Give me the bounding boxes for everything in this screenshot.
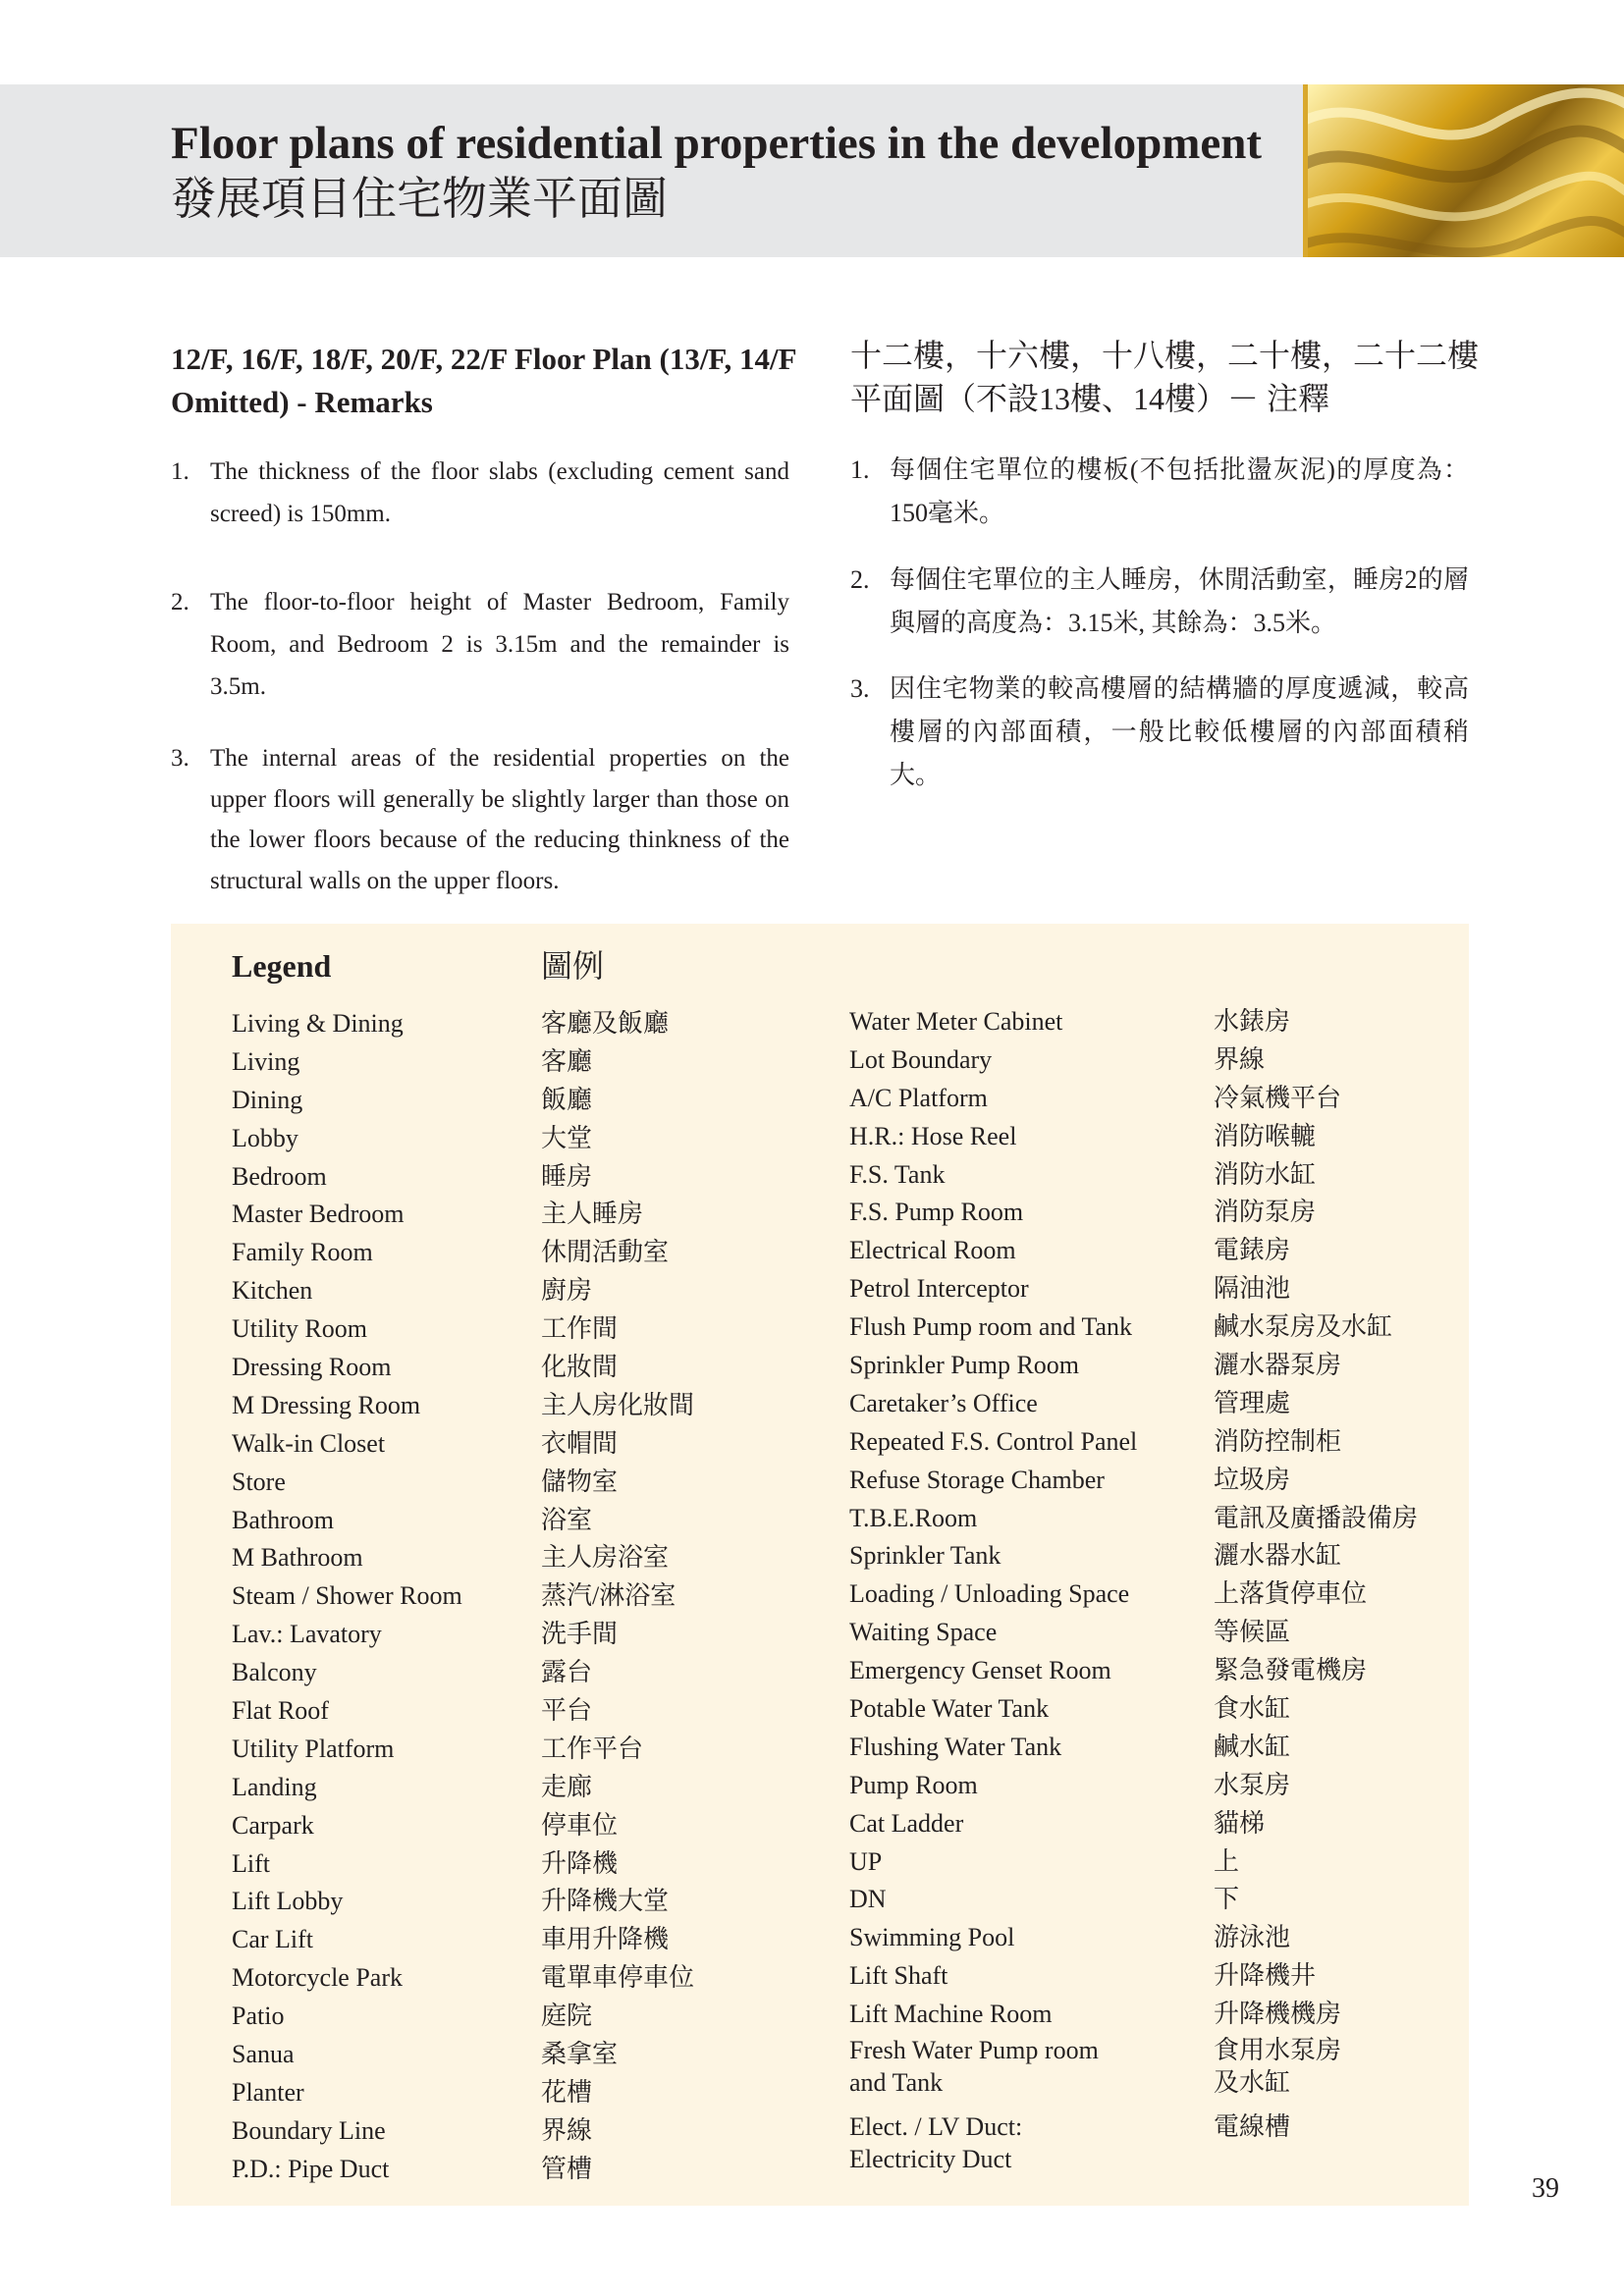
remark-note-en-3 xyxy=(171,738,789,901)
legend-item-en: Walk-in Closet xyxy=(232,1428,386,1458)
legend-item-zh: 管理處 xyxy=(1214,1388,1291,1417)
note-text: The internal areas of the residential properties on the upper floors will generally be slightly larger than those on the lower floors because of the reducing thinkness of the structural walls on the upper floors. xyxy=(210,745,789,894)
legend-item-en: T.B.E.Room xyxy=(849,1503,978,1532)
note-number: 1. xyxy=(171,458,189,485)
legend-item-zh: 等候區 xyxy=(1214,1618,1291,1647)
legend-item-zh: 水錶房 xyxy=(1214,1007,1291,1036)
legend-item-en: Petrol Interceptor xyxy=(849,1274,1029,1304)
legend-item-zh: 廚房 xyxy=(541,1276,593,1306)
legend-right-zh-column xyxy=(1214,1003,1418,2187)
note-number: 2. xyxy=(171,589,189,615)
legend-item-zh: 鹹水泵房及水缸 xyxy=(1214,1312,1393,1342)
legend-item-en: Flush Pump room and Tank xyxy=(849,1312,1133,1342)
note-text: 每個住宅單位的樓板(不包括批盪灰泥)的厚度為：150毫米。 xyxy=(890,455,1469,527)
legend-item-en: Balcony xyxy=(232,1658,317,1687)
legend-item-zh: 化妝間 xyxy=(541,1353,619,1382)
legend-item-zh: 鹹水缸 xyxy=(1214,1732,1291,1761)
note-text: 因住宅物業的較高樓層的結構牆的厚度遞減，較高樓層的內部面積，一般比較低樓層的內部面積稍大。 xyxy=(890,674,1469,789)
legend-item-en: Patio xyxy=(232,2002,285,2031)
legend-item-en: Lav.: Lavatory xyxy=(232,1620,382,1649)
legend-item-zh: 隔油池 xyxy=(1214,1274,1291,1304)
legend-item-en: Potable Water Tank xyxy=(849,1694,1050,1724)
legend-item-en: Lot Boundary xyxy=(849,1044,993,1074)
legend-item-zh: 浴室 xyxy=(541,1505,593,1534)
legend-item-en: F.S. Pump Room xyxy=(849,1198,1024,1227)
legend-item-en: Planter xyxy=(232,2077,304,2107)
legend-item-zh: 主人房化妝間 xyxy=(541,1390,695,1419)
legend-item-en: Emergency Genset Room xyxy=(849,1656,1111,1685)
legend-item-en: A/C Platform xyxy=(849,1083,988,1112)
legend-left-en-column xyxy=(232,1005,462,2189)
legend-item-zh: 工作間 xyxy=(541,1314,619,1344)
legend-item-zh: 緊急發電機房 xyxy=(1214,1656,1368,1685)
page-number: 39 xyxy=(1532,2173,1559,2204)
remark-note-en-1 xyxy=(171,451,789,535)
legend-item-en: UP xyxy=(849,1846,883,1876)
legend-item-zh: 電線槽 xyxy=(1214,2111,1291,2141)
note-number: 2. xyxy=(850,565,870,594)
legend-item-en: Lift Machine Room xyxy=(849,2000,1053,2029)
legend-item-en: Refuse Storage Chamber xyxy=(849,1465,1105,1494)
legend-item-en: Sprinkler Pump Room xyxy=(849,1351,1080,1380)
legend-item-zh: 升降機大堂 xyxy=(541,1887,670,1916)
legend-item-zh: 灑水器泵房 xyxy=(1214,1351,1342,1380)
legend-item-zh: 升降機井 xyxy=(1214,1961,1317,1991)
legend-item-zh: 電單車停車位 xyxy=(541,1963,695,1993)
legend-item-en: Lift Shaft xyxy=(849,1961,948,1991)
legend-item-en: Carpark xyxy=(232,1810,314,1840)
legend-item-en: Family Room xyxy=(232,1238,373,1267)
note-text: 每個住宅單位的主人睡房，休閒活動室，睡房2的層與層的高度為：3.15米, 其餘為：3.5米。 xyxy=(890,565,1469,637)
legend-item-en: Cat Ladder xyxy=(849,1808,964,1838)
legend-item-en: Kitchen xyxy=(232,1276,313,1306)
legend-item-en: Pump Room xyxy=(849,1770,978,1799)
legend-item-en: Loading / Unloading Space xyxy=(849,1579,1130,1609)
legend-item-zh: 界線 xyxy=(541,2115,593,2145)
legend-item-zh: 消防泵房 xyxy=(1214,1198,1317,1227)
legend-item-zh: 游泳池 xyxy=(1214,1923,1291,1952)
legend-item-zh: 平台 xyxy=(541,1696,593,1726)
legend-item-en: Elect. / LV Duct: Electricity Duct xyxy=(849,2111,1023,2173)
remark-note-en-2 xyxy=(171,581,789,708)
legend-item-zh: 消防控制柜 xyxy=(1214,1426,1342,1456)
legend-item-zh: 電訊及廣播設備房 xyxy=(1214,1503,1419,1532)
legend-item-en: Water Meter Cabinet xyxy=(849,1007,1063,1036)
legend-item-zh: 食水缸 xyxy=(1214,1694,1291,1724)
legend-item-zh: 蒸汽/淋浴室 xyxy=(541,1581,677,1611)
legend-item-zh: 上 xyxy=(1214,1846,1240,1876)
legend-item-en: Sprinkler Tank xyxy=(849,1541,1001,1571)
remark-note-zh-2 xyxy=(850,559,1469,645)
legend-item-en: Dressing Room xyxy=(232,1353,392,1382)
legend-item-en: M Dressing Room xyxy=(232,1390,421,1419)
legend-item-en: Sanua xyxy=(232,2040,295,2069)
legend-item-en: Master Bedroom xyxy=(232,1200,405,1229)
legend-item-zh: 界線 xyxy=(1214,1044,1266,1074)
legend-item-zh: 工作平台 xyxy=(541,1734,644,1763)
legend-item-en: Flushing Water Tank xyxy=(849,1732,1062,1761)
legend-item-zh: 花槽 xyxy=(541,2077,593,2107)
legend-item-en: Flat Roof xyxy=(232,1696,329,1726)
legend-item-zh: 停車位 xyxy=(541,1810,619,1840)
remarks-heading-en: 12/F, 16/F, 18/F, 20/F, 22/F Floor Plan (13/F, 14/F Omitted) - Remarks xyxy=(171,342,796,419)
legend-item-en: Landing xyxy=(232,1772,317,1801)
legend-item-zh: 消防喉轆 xyxy=(1214,1121,1317,1150)
legend-item-zh: 車用升降機 xyxy=(541,1925,670,1954)
legend-item-zh: 儲物室 xyxy=(541,1467,619,1496)
note-number: 3. xyxy=(171,745,189,772)
legend-item-en: Bathroom xyxy=(232,1505,334,1534)
legend-item-en: H.R.: Hose Reel xyxy=(849,1121,1017,1150)
legend-item-en: DN xyxy=(849,1885,887,1914)
legend-item-zh: 客廳 xyxy=(541,1046,593,1076)
legend-item-en: Store xyxy=(232,1467,286,1496)
legend-heading-zh: 圖例 xyxy=(541,948,605,984)
legend-item-zh: 上落貨停車位 xyxy=(1214,1579,1368,1609)
legend-item-zh: 露台 xyxy=(541,1658,593,1687)
remark-note-zh-1 xyxy=(850,449,1469,535)
legend-item-en: Dining xyxy=(232,1085,303,1114)
gold-texture-decoration xyxy=(1303,84,1624,257)
legend-item-zh: 桑拿室 xyxy=(541,2040,619,2069)
legend-item-zh: 消防水缸 xyxy=(1214,1159,1317,1189)
legend-item-zh: 洗手間 xyxy=(541,1620,619,1649)
legend-item-en: P.D.: Pipe Duct xyxy=(232,2154,390,2183)
legend-item-en: Living xyxy=(232,1046,300,1076)
legend-item-en: Car Lift xyxy=(232,1925,314,1954)
legend-item-zh: 管槽 xyxy=(541,2154,593,2183)
legend-item-zh: 庭院 xyxy=(541,2002,593,2031)
legend-heading-en: Legend xyxy=(232,948,332,984)
legend-item-en: Bedroom xyxy=(232,1161,327,1191)
legend-item-en: Waiting Space xyxy=(849,1618,998,1647)
note-number: 3. xyxy=(850,674,870,703)
legend-right-en-column xyxy=(849,1003,1137,2187)
legend-item-en: Repeated F.S. Control Panel xyxy=(849,1426,1138,1456)
note-text: The thickness of the floor slabs (excluding cement sand screed) is 150mm. xyxy=(210,458,789,527)
legend-item-en: M Bathroom xyxy=(232,1543,363,1573)
legend-item-en: Boundary Line xyxy=(232,2115,386,2145)
page-title-en: Floor plans of residential properties in the development xyxy=(171,118,1263,169)
legend-item-zh: 水泵房 xyxy=(1214,1770,1291,1799)
legend-item-zh: 客廳及飯廳 xyxy=(541,1009,670,1038)
note-text: The floor-to-floor height of Master Bedroom, Family Room, and Bedroom 2 is 3.15m and the remainder is 3.5m. xyxy=(210,589,789,700)
legend-item-en: Utility Room xyxy=(232,1314,367,1344)
legend-item-zh: 灑水器水缸 xyxy=(1214,1541,1342,1571)
legend-item-en: Caretaker’s Office xyxy=(849,1388,1038,1417)
legend-item-zh: 大堂 xyxy=(541,1123,593,1152)
legend-item-zh: 飯廳 xyxy=(541,1085,593,1114)
legend-item-zh: 主人房浴室 xyxy=(541,1543,670,1573)
legend-item-zh: 睡房 xyxy=(541,1161,593,1191)
legend-item-zh: 電錶房 xyxy=(1214,1236,1291,1265)
legend-item-zh: 走廊 xyxy=(541,1772,593,1801)
note-number: 1. xyxy=(850,455,870,484)
legend-item-zh: 冷氣機平台 xyxy=(1214,1083,1342,1112)
legend-item-zh: 食用水泵房 及水缸 xyxy=(1214,2036,1342,2098)
legend-item-en: Electrical Room xyxy=(849,1236,1016,1265)
remark-note-zh-3 xyxy=(850,667,1469,797)
legend-item-zh: 貓梯 xyxy=(1214,1808,1266,1838)
legend-item-zh: 下 xyxy=(1214,1885,1240,1914)
legend-item-zh: 升降機機房 xyxy=(1214,2000,1342,2029)
legend-item-en: Lobby xyxy=(232,1123,298,1152)
legend-item-en: Swimming Pool xyxy=(849,1923,1015,1952)
legend-item-zh: 衣帽間 xyxy=(541,1428,619,1458)
legend-item-en: Motorcycle Park xyxy=(232,1963,404,1993)
legend-item-zh: 休閒活動室 xyxy=(541,1238,670,1267)
legend-item-en: Lift Lobby xyxy=(232,1887,344,1916)
legend-item-en: Steam / Shower Room xyxy=(232,1581,462,1611)
legend-item-zh: 主人睡房 xyxy=(541,1200,644,1229)
legend-item-en: Living & Dining xyxy=(232,1009,404,1038)
remarks-heading-zh: 十二樓，十六樓，十八樓，二十樓，二十二樓平面圖（不設13樓、14樓）－ 注釋 xyxy=(850,338,1480,416)
legend-item-en: Lift xyxy=(232,1848,270,1878)
legend-item-zh: 升降機 xyxy=(541,1848,619,1878)
legend-item-en: F.S. Tank xyxy=(849,1159,946,1189)
page-title-zh: 發展項目住宅物業平面圖 xyxy=(171,174,668,224)
legend-item-en: Fresh Water Pump room and Tank xyxy=(849,2036,1099,2098)
legend-left-zh-column xyxy=(541,1005,694,2189)
legend-item-zh: 垃圾房 xyxy=(1214,1465,1291,1494)
legend-item-en: Utility Platform xyxy=(232,1734,395,1763)
